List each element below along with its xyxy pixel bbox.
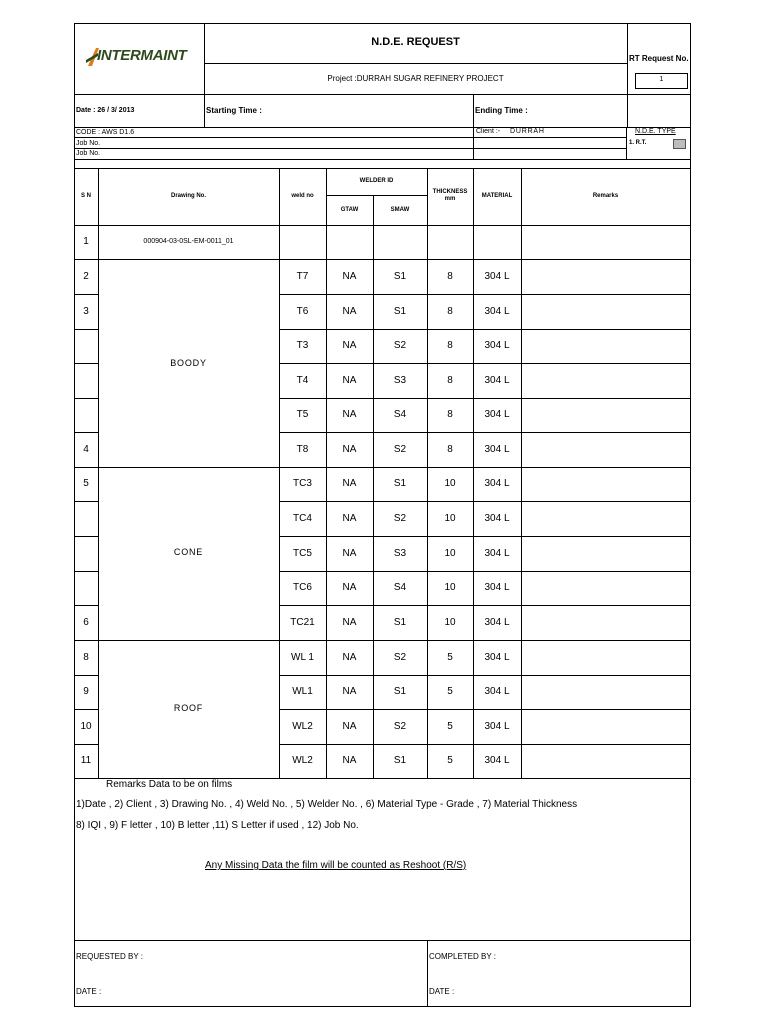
cell-weld: T7 [296,271,309,282]
cell-sn: 2 [83,271,89,282]
cell-gtaw: NA [342,444,357,455]
cell-mat: 304 L [484,686,510,697]
border-top [74,23,691,24]
cell-mat: 304 L [484,652,510,663]
job2-row-bottom [74,159,691,160]
cell-smaw: S2 [393,444,407,455]
logo-divider [204,23,205,94]
reshoot-warning: Any Missing Data the film will be counted as Reshoot (R/S) [205,860,467,871]
requested-date-label: DATE : [76,987,102,996]
client-label: Client :- [476,128,501,135]
job1-row-bottom [74,148,626,149]
header-remarks: Remarks [592,193,619,199]
cell-gtaw: NA [342,755,357,766]
project-divider [74,94,691,95]
cell-gtaw: NA [342,652,357,663]
cell-thk: 10 [444,548,456,559]
logo-text: INTERMAINT [97,47,187,64]
cell-smaw: S3 [393,375,407,386]
cell-sn: 5 [83,478,89,489]
row-line-sn [74,363,98,364]
row-line-sn [74,536,98,537]
cell-smaw: S1 [393,617,407,628]
row-line-sn [74,640,98,641]
row-line-sn [74,744,98,745]
code-field: CODE : AWS D1.6 [76,129,135,136]
welder-id-split [373,195,374,225]
cell-thk: 8 [447,340,453,351]
group-boody: BOODY [170,358,207,368]
row-line-sn [74,675,98,676]
cell-weld: T3 [296,340,309,351]
cell-weld: T4 [296,375,309,386]
cell-gtaw: NA [342,513,357,524]
cell-thk: 10 [444,582,456,593]
row-line-sn [74,259,98,260]
header-smaw: SMAW [390,207,410,213]
row-line-drawing [98,259,279,260]
cell-sn: 1 [83,236,89,247]
cell-mat: 304 L [484,617,510,628]
cell-mat: 304 L [484,340,510,351]
cell-thk: 5 [447,721,453,732]
cell-gtaw: NA [342,409,357,420]
job-no-2: Job No. [76,150,101,157]
form-title: N.D.E. REQUEST [371,36,460,48]
header-material: MATERIAL [481,193,513,199]
row-line-drawing [98,467,279,468]
row-line [279,501,690,502]
remarks-note-list-2: 8) IQI , 9) F letter , 10) B letter ,11) S Letter if used , 12) Job No. [76,820,359,831]
client-value: DURRAH [510,128,545,135]
cell-mat: 304 L [484,755,510,766]
cell-thk: 8 [447,375,453,386]
title-divider [204,63,627,64]
row-line [279,294,690,295]
row-line [279,329,690,330]
cell-thk: 5 [447,686,453,697]
cell-smaw: S4 [393,582,407,593]
cell-sn: 3 [83,306,89,317]
cell-thk: 8 [447,444,453,455]
cell-gtaw: NA [342,548,357,559]
remarks-note-title: Remarks Data to be on films [106,779,233,790]
group-roof: ROOF [173,703,204,713]
cell-thk: 10 [444,617,456,628]
row-line-sn [74,501,98,502]
header-weld-no: weld no [291,193,314,199]
cell-weld: TC6 [293,582,312,593]
cell-sn: 11 [80,755,92,766]
cell-gtaw: NA [342,375,357,386]
date-field: Date : 26 / 3/ 2013 [76,107,135,114]
cell-thk: 10 [444,513,456,524]
cell-mat: 304 L [484,271,510,282]
cell-weld: TC21 [290,617,315,628]
cell-mat: 304 L [484,513,510,524]
header-drawing-no: Drawing No. [170,193,206,199]
row-line [279,432,690,433]
row-line [279,640,690,641]
cell-smaw: S1 [393,686,407,697]
cell-gtaw: NA [342,617,357,628]
cell-sn: 6 [83,617,89,628]
cell-mat: 304 L [484,721,510,732]
nde-type-label: N.D.E. TYPE [635,128,676,135]
cell-thk: 8 [447,271,453,282]
date-divider [204,94,205,127]
row-line [279,744,690,745]
cell-gtaw: NA [342,271,357,282]
ending-time-label: Ending Time : [475,106,528,115]
cell-gtaw: NA [342,478,357,489]
cell-gtaw: NA [342,686,357,697]
cell-thk: 8 [447,409,453,420]
border-right [690,23,691,1006]
cell-gtaw: NA [342,582,357,593]
cell-weld: WL1 [292,686,313,697]
header-thickness: THICKNESS mm [432,189,468,202]
company-logo [86,46,198,68]
cell-weld: T6 [296,306,309,317]
cell-weld: WL 1 [291,652,314,663]
welder-id-subline [326,195,427,196]
cell-mat: 304 L [484,582,510,593]
job-no-1: Job No. [76,140,101,147]
row-line [279,398,690,399]
rt-type-label: 1. R.T. [629,140,647,146]
table-header-bottom [74,225,691,226]
cell-smaw: S1 [393,478,407,489]
rt-request-label: RT Request No. [629,54,689,63]
row-line [279,259,690,260]
cell-weld: T8 [296,444,309,455]
row-line-sn [74,398,98,399]
header-welder-id: WELDER ID [359,178,394,184]
rt-divider [627,23,628,127]
cell-weld: WL2 [292,721,313,732]
cell-mat: 304 L [484,548,510,559]
row-line [279,605,690,606]
cell-mat: 304 L [484,306,510,317]
rt-type-checkbox[interactable] [673,139,686,149]
row-line-drawing [98,640,279,641]
cell-sn: 10 [80,721,92,732]
cell-sn: 8 [83,652,89,663]
row-line-sn [74,709,98,710]
footer-top [74,940,691,941]
header-gtaw: GTAW [340,207,359,213]
row-line [279,363,690,364]
row-line-sn [74,571,98,572]
cell-gtaw: NA [342,721,357,732]
cell-mat: 304 L [484,444,510,455]
completed-by-label: COMPLETED BY : [429,952,496,961]
cell-smaw: S1 [393,306,407,317]
cell-sn: 9 [83,686,89,697]
row-line [279,571,690,572]
cell-mat: 304 L [484,478,510,489]
cell-weld: T5 [296,409,309,420]
remarks-note-list-1: 1)Date , 2) Client , 3) Drawing No. , 4) Weld No. , 5) Welder No. , 6) Material Type - Grade , 7) Material Thickness [76,799,578,810]
cell-thk: 10 [444,478,456,489]
row-line-sn [74,329,98,330]
border-left [74,23,75,1006]
cell-mat: 304 L [484,375,510,386]
row-line [279,536,690,537]
row-line [279,778,690,779]
cell-weld: WL2 [292,755,313,766]
nde-type-divider [626,127,627,159]
drawing-number: 000904-03-0SL-EM-0011_01 [143,238,234,245]
client-underline [499,137,621,138]
cell-smaw: S2 [393,652,407,663]
cell-thk: 5 [447,652,453,663]
row-line-sn [74,605,98,606]
project-name: Project :DURRAH SUGAR REFINERY PROJECT [327,74,504,83]
header-sn: S N [80,193,91,199]
row-line [279,467,690,468]
requested-by-label: REQUESTED BY : [76,952,143,961]
cell-weld: TC3 [293,478,312,489]
cell-weld: TC5 [293,548,312,559]
cell-smaw: S2 [393,340,407,351]
row-line-sn [74,432,98,433]
group-cone: CONE [173,547,204,557]
cell-gtaw: NA [342,340,357,351]
row-line [279,675,690,676]
cell-smaw: S2 [393,721,407,732]
row-line-sn [74,778,98,779]
cell-mat: 304 L [484,409,510,420]
cell-weld: TC4 [293,513,312,524]
completed-date-label: DATE : [429,987,455,996]
cell-thk: 5 [447,755,453,766]
cell-smaw: S4 [393,409,407,420]
cell-sn: 4 [83,444,89,455]
cell-smaw: S3 [393,548,407,559]
rt-request-value: 1 [659,76,664,83]
starting-time-label: Starting Time : [206,106,262,115]
footer-divider [427,940,428,1006]
row-line-sn [74,467,98,468]
date-row-bottom [74,127,691,128]
cell-smaw: S1 [393,755,407,766]
cell-thk: 8 [447,306,453,317]
border-bottom [74,1006,691,1007]
cell-gtaw: NA [342,306,357,317]
table-top [74,168,691,169]
cell-smaw: S1 [393,271,407,282]
row-line [279,709,690,710]
cell-smaw: S2 [393,513,407,524]
row-line-sn [74,294,98,295]
